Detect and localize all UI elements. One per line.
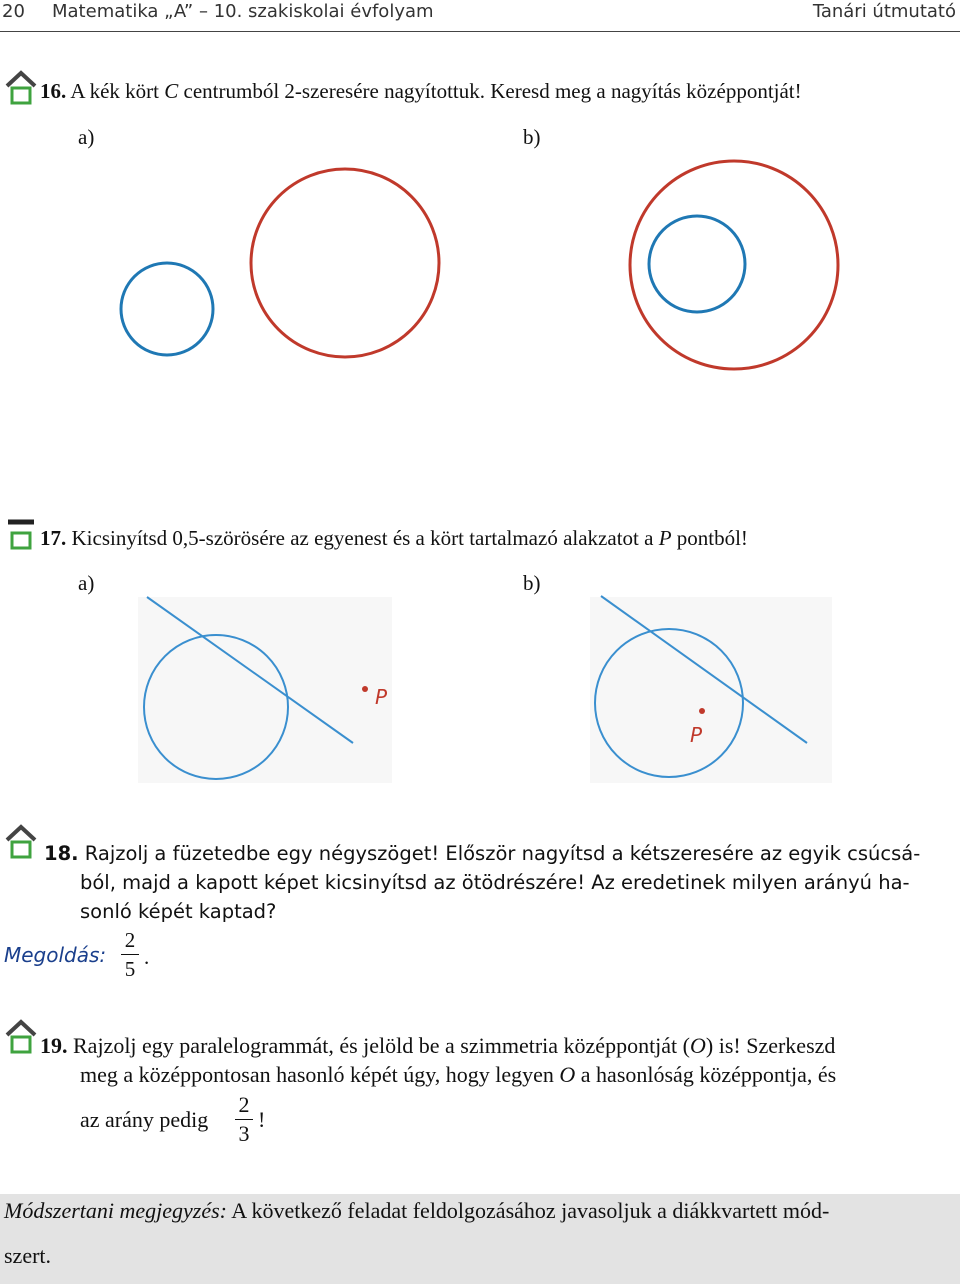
point-p-a [362, 686, 368, 692]
task17-label-a: a) [78, 571, 95, 595]
center-letter: C [164, 79, 179, 103]
point-label-b: P [690, 723, 703, 747]
fraction-bar [235, 1119, 253, 1120]
page-number: 20 [2, 1, 25, 22]
task16-label-a: a) [78, 125, 95, 149]
task17-number: 17. [40, 526, 67, 550]
figure-b-background [590, 597, 832, 783]
solution-end: . [144, 945, 150, 969]
task19-line2: meg a középpontosan hasonló képét úgy, hogy legyen O a hasonlóság középpontja, és [80, 1062, 837, 1087]
solution-label: Megoldás: [4, 943, 107, 967]
task17-text: 17. Kicsinyítsd 0,5-szörösére az egyenest és a kört tartalmazó alakzatot a P pontból! [40, 526, 748, 550]
ratio-end: ! [258, 1107, 266, 1132]
course-title: Matematika „A” – 10. szakiskolai évfolyam [52, 1, 434, 22]
point-p-b [699, 708, 705, 714]
task18-number: 18. [44, 842, 79, 865]
figure-a-background [138, 597, 392, 783]
methodology-note [0, 1194, 960, 1284]
ratio-fraction [235, 1093, 253, 1146]
solution-fraction [121, 928, 139, 981]
task16-text: 16. A kék kört C centrumból 2-szeresére nagyítottuk. Keresd meg a nagyítás középpontját! [40, 79, 802, 103]
task19-line3: az arány pedig [80, 1107, 209, 1132]
task16-label-b: b) [523, 125, 541, 149]
home-icon[interactable] [4, 1019, 38, 1055]
home-icon[interactable] [4, 824, 38, 860]
task17-label-b: b) [523, 571, 541, 595]
fraction-bar [121, 954, 139, 955]
denominator: 5 [124, 957, 136, 981]
task16-number: 16. [40, 79, 67, 103]
point-label-a: P [375, 685, 388, 709]
task19-number: 19. [40, 1033, 68, 1058]
task19-line1: 19. Rajzolj egy paralelogrammát, és jelöld be a szimmetria középpontját (O) is! Szerkeszd [40, 1033, 836, 1058]
task18-line3: sonló képét kaptad? [80, 900, 277, 923]
denominator: 3 [238, 1121, 250, 1146]
task18-line2: ból, majd a kapott képet kicsinyítsd az ötödrészére! Az eredetinek milyen arányú ha- [80, 871, 910, 894]
note-line1: Módszertani megjegyzés: A következő feladat feldolgozásához javasoljuk a diákkvartett mód- [4, 1198, 830, 1223]
note-line2: szert. [4, 1243, 52, 1268]
point-letter: P [658, 526, 672, 550]
task18-line1: 18. Rajzolj a füzetedbe egy négyszöget! Először nagyítsd a kétszeresére az egyik csúcsá- [44, 842, 921, 865]
note-label: Módszertani megjegyzés: [4, 1198, 228, 1223]
numerator: 2 [238, 1092, 250, 1117]
guide-title: Tanári útmutató [812, 1, 956, 22]
numerator: 2 [124, 928, 136, 952]
